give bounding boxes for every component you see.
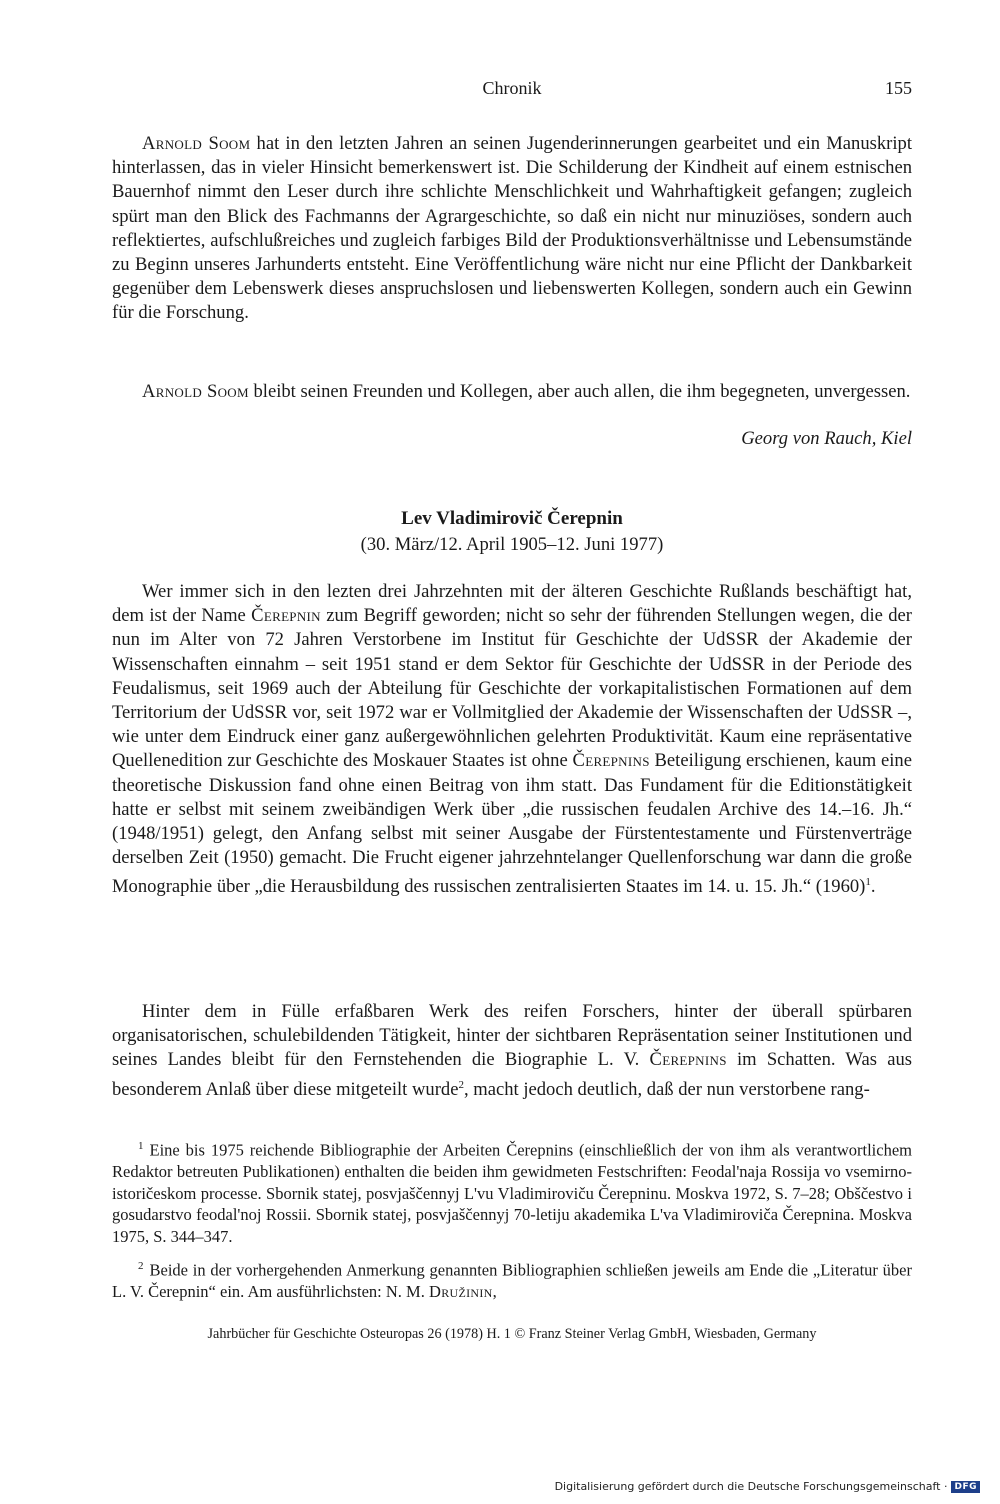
cerepnin-paragraph-2: [112, 1000, 912, 1102]
soom-paragraph-1: [112, 132, 912, 326]
author-name-soom-2: Arnold Soom: [142, 381, 249, 402]
cerepnin-p1-part-b: zum Begriff geworden; nicht so sehr der führenden Stellungen wegen, die der nun im Alter von 72 Jahren Verstorbene im Institut für Geschichte der UdSSR der Akademie der Wissenschaften einnahm – seit 1951 stand er dem Sektor für Geschichte der UdSSR in der Periode des Feudalismus, seit 1969 auch der Abteilung für Geschichte der vorkapitalistischen Formationen auf dem Territorium der UdSSR vor, seit 1972 war er Vollmitglied der Akademie der Wissenschaften der UdSSR –, wie unter dem Eindruck einer ganz außergewöhnlichen gelehrten Produktivität. Kaum eine repräsentative Quellenedition zur Geschichte des Moskauer Staates ist ohne: [112, 605, 912, 772]
name-cerepnin: Čerepnin: [251, 605, 321, 627]
cerepnin-p2-part-c: , macht jedoch deutlich, daß der nun verstorbene rang-: [463, 1078, 870, 1100]
soom-paragraph-1-text: hat in den letzten Jahren an seinen Jugenderinnerungen gearbeitet und ein Manuskript hinterlassen, das in vieler Hinsicht bemerkenswert ist. Die Schilderung der Kindheit auf einem estnischen Bauernhof nimmt den Leser durch ihre schlichte Menschlichkeit und Wahrhaftigkeit gefangen; zugleich spürt man den Blick des Fachmanns der Agrargeschichte, so daß ein nicht nur minuziöses, sondern auch reflektiertes, aufschlußreiches und zugleich farbiges Bild der Produktionsverhältnisse und Lebensumstände zu Beginn unseres Jarhunderts entsteht. Eine Veröffentlichung wäre nicht nur eine Pflicht der Dankbarkeit gegenüber dem Lebenswerk dieses anspruchslosen und liebenswerten Kollegen, sondern auch ein Gewinn für die Forschung.: [112, 133, 912, 324]
dfg-notice: [555, 1480, 980, 1493]
footnote-1: [112, 1136, 912, 1247]
footnote-ref-2: 2: [458, 1078, 464, 1091]
soom-paragraph-2: [112, 380, 912, 404]
page-number: 155: [885, 78, 912, 98]
cerepnin-p1-end: .: [870, 876, 876, 898]
footnote-2-text: Beide in der vorhergehenden Anmerkung genannten Bibliographien schließen jeweils am Ende die „Literatur über L. V. Čerepnin“ ein. Am ausführlichsten: N. M.: [112, 1260, 912, 1301]
footnote-2-mark: 2: [138, 1260, 144, 1272]
footnote-1-mark: 1: [138, 1140, 144, 1152]
soom-paragraph-2-text: bleibt seinen Freunden und Kollegen, aber auch allen, die ihm begegneten, unvergessen.: [248, 381, 911, 402]
cerepnin-p2-part-a: Hinter dem in Fülle erfaßbaren Werk des reifen Forschers, hinter der überall spürbaren organisatorischen, schulebildenden Tätigkeit, hinter der sichtbaren Repräsentation seiner Institutionen und seines Landes bleibt für den Fernstehenden die Biographie L. V.: [112, 1001, 912, 1071]
cerepnin-p2-part-b: im Schatten. Was aus besonderem Anlaß über diese mitgeteilt wurde: [112, 1049, 912, 1100]
journal-imprint: Jahrbücher für Geschichte Osteuropas 26 (1978) H. 1 © Franz Steiner Verlag GmbH, Wiesbaden, Germany: [207, 1326, 817, 1342]
running-head: [112, 78, 912, 104]
name-cerepnins: Čerepnins: [572, 750, 650, 772]
cerepnin-paragraph-1: [112, 580, 912, 900]
dfg-notice-text: Digitalisierung gefördert durch die Deutsche Forschungsgemeinschaft ·: [554, 1480, 948, 1493]
cerepnin-p1-part-c: Beteiligung erschienen, kaum eine theoretische Diskussion fand ohne einen Beitrag von ihm statt. Das Fundament für die Editionstätigkeit hatte er selbst mit seinem zweibändigen Werk über „die russischen feudalen Archive des 14.–16. Jh.“ (1948/1951) gelegt, den Anfang selbst mit seiner Ausgabe der Fürstentestamente und Fürstenverträge derselben Zeit (1950) gemacht. Die Frucht eigener jahrzehntelanger Quellenforschung war dann die große Monographie über „die Herausbildung des russischen zentralisierten Staates im 14. u. 15. Jh.“ (1960): [112, 750, 912, 898]
name-cerepnins-2: Čerepnins: [649, 1049, 727, 1071]
author-name-soom: Arnold Soom: [142, 133, 251, 154]
footnote-1-text: Eine bis 1975 reichende Bibliographie der Arbeiten Čerepnins (einschließlich der von ihm als verantwortlichem Redaktor betreuten Publikationen) enthalten die beiden ihm gewidmeten Festschriften: Feodal'naja Rossija vo vsemirno-istoričeskom processe. Sbornik statej, posvjaščennyj L'vu Vladimiroviču Čerepninu. Moskva 1972, S. 7–28; Obščestvo i gosudarstvo feodal'noj Rossii. Sbornik statej, posvjaščennyj 70-letiju akademika L'va Vladimiroviča Čerepnina. Moskva 1975, S. 344–347.: [112, 1140, 912, 1246]
footnote-2-end: ,: [492, 1282, 497, 1301]
cerepnin-p1-part-a: Wer immer sich in den lezten drei Jahrzehnten mit der älteren Geschichte Rußlands beschäftigt hat, dem ist der Name: [112, 581, 912, 627]
name-druzinin: Družinin: [428, 1282, 493, 1301]
footnote-2: [112, 1256, 912, 1303]
signature: Georg von Rauch, Kiel: [741, 428, 912, 449]
obituary-heading: Lev Vladimirovič Čerepnin: [401, 508, 623, 529]
obituary-dates: (30. März/12. April 1905–12. Juni 1977): [360, 534, 664, 555]
footnote-ref-1: 1: [865, 876, 871, 889]
running-title: Chronik: [482, 78, 542, 98]
dfg-logo-icon: DFG: [951, 1481, 980, 1493]
